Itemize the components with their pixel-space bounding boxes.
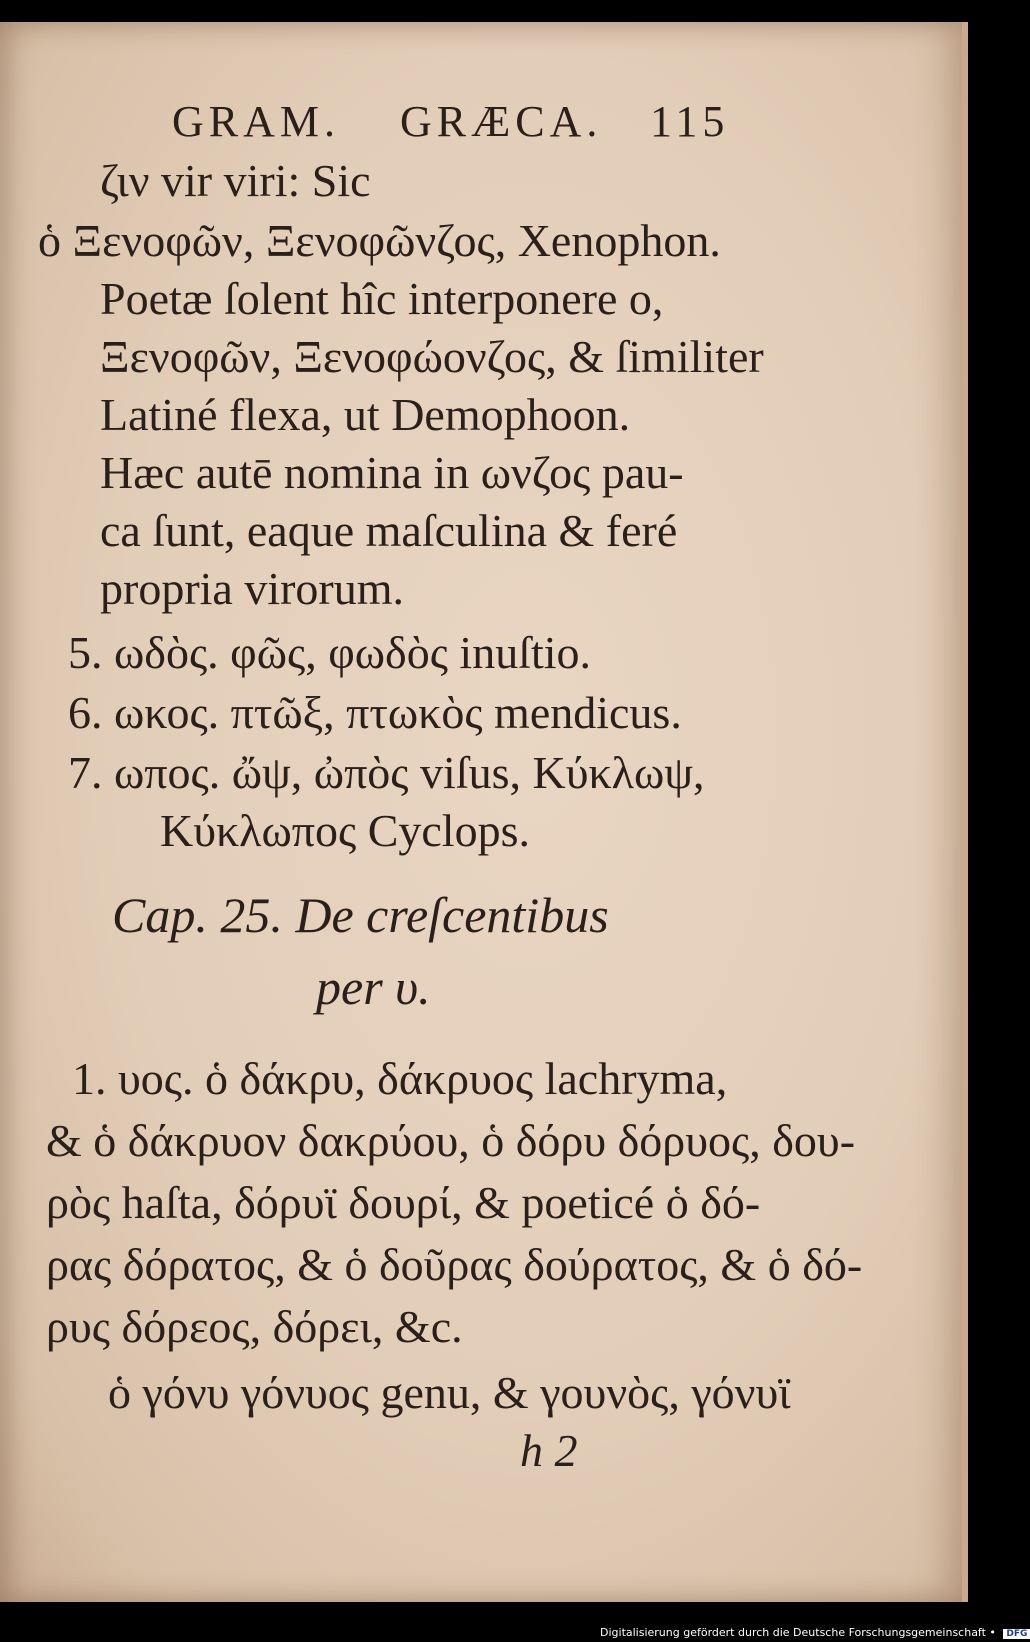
signature-mark: h 2 [520, 1425, 578, 1476]
section-line-4: ρας δόρατος, & ὁ δοῦρας δούρατος, & ὁ δό- [46, 1239, 863, 1290]
section-line-1: 1. υος. ὁ δάκρυ, δάκρυος lachryma, [72, 1053, 728, 1104]
list-item-7-continued: Κύκλωπος Cyclops. [160, 805, 530, 856]
chapter-title: Cap. 25. De creſcentibus [112, 887, 609, 943]
section-line-5: ρυς δόρεος, δόρει, &c. [46, 1301, 463, 1352]
text-line-5: Latiné flexa, ut Demophoon. [100, 389, 631, 440]
section-line-6: ὁ γόνυ γόνυος genu, & γουνὸς, γόνυϊ [108, 1367, 791, 1418]
text-line-7: ca ſunt, eaque maſculina & feré [100, 505, 678, 556]
footer-text: Digitalisierung gefördert durch die Deutsche Forschungsgemeinschaft • [600, 1626, 996, 1639]
header-middle: GRÆCA. [400, 97, 603, 146]
dfg-logo: DFG [1003, 1629, 1030, 1639]
header-left: GRAM. [172, 97, 341, 146]
section-line-2: & ὁ δάκρυον δακρύου, ὁ δόρυ δόρυος, δου- [46, 1115, 856, 1166]
list-item-6: 6. ωκος. πτῶξ, πτωκὸς mendicus. [68, 687, 682, 738]
section-line-3: ρὸς haſta, δόρυϊ δουρί, & poeticé ὁ δό- [46, 1177, 761, 1228]
text-line-3: Poetæ ſolent hîc interponere o, [100, 273, 664, 324]
text-line-6: Hæc autē nomina in ωνζος pau- [100, 447, 684, 498]
text-line-1: ζιν vir viri: Sic [100, 155, 371, 206]
list-item-5: 5. ωδὸς. φῶς, φωδὸς inuſtio. [68, 627, 592, 678]
text-line-8: propria virorum. [100, 563, 405, 614]
text-line-4: Ξενοφῶν, Ξενοφώονζος, & ſimiliter [100, 331, 764, 382]
chapter-subtitle: per υ. [316, 959, 431, 1015]
page-number: 115 [650, 97, 730, 146]
funding-footer [600, 1626, 1030, 1639]
text-line-2: ὁ Ξενοφῶν, Ξενοφῶνζος, Xenophon. [38, 215, 721, 266]
list-item-7: 7. ωπος. ὤψ, ὠπὸς viſus, Κύκλωψ, [68, 747, 705, 798]
